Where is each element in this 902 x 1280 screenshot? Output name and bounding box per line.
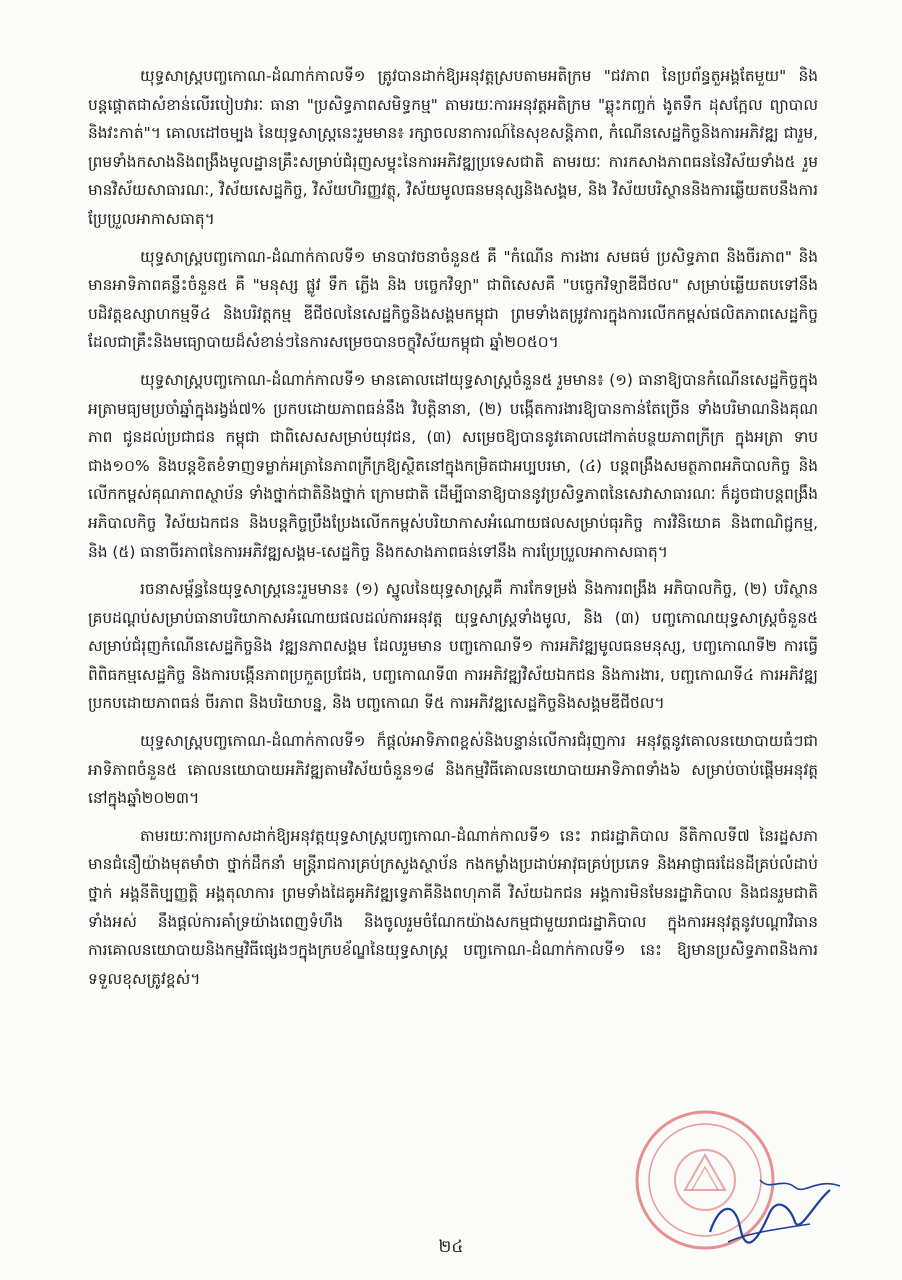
document-body — [88, 62, 818, 1002]
paragraph-2: យុទ្ធសាស្ត្របញ្ចកោណ-ដំណាក់កាលទី១ មានបាវចនាចំនួន៥ គឺ "កំណើន ការងារ សមធម៌ ប្រសិទ្ធភាព និងចីរភាព" និងមានអាទិភាពគន្លឹះចំនួន៥ គឺ "មនុស្ស ផ្លូវ ទឹក ភ្លើង និង បច្ចេកវិទ្យា" ជាពិសេសគឺ "បច្ចេកវិទ្យាឌីជីថល" សម្រាប់ឆ្លើយតបទៅនឹងបដិវត្តឧស្សាហកម្មទី៤ និងបរិវត្តកម្ម ឌីជីថលនៃសេដ្ឋកិច្ចនិងសង្គមកម្ពុជា ព្រមទាំងតម្រូវការក្នុងការលើកកម្ពស់ផលិតភាពសេដ្ឋកិច្ច ដែលជាគ្រឹះនិងមធ្យោបាយដ៏សំខាន់ៗនៃការសម្រេចបានចក្ខុវិស័យកម្ពុជា ឆ្នាំ២០៥០។ — [88, 247, 818, 352]
paragraph-4: រចនាសម្ព័ន្ធនៃយុទ្ធសាស្ត្រនេះរួមមាន៖ (១) ស្នូលនៃយុទ្ធសាស្ត្រគឺ ការកែទម្រង់ និងការពង្រឹង អភិបាលកិច្ច, (២) បរិស្ថានគ្របដណ្តប់សម្រាប់ធានាបរិយាកាសអំណោយផលដល់ការអនុវត្ត យុទ្ធសាស្ត្រទាំងមូល, និង (៣) បញ្ចកោណយុទ្ធសាស្ត្រចំនួន៥ សម្រាប់ជំរុញកំណើនសេដ្ឋកិច្ចនិង វឌ្ឍនភាពសង្គម ដែលរួមមាន បញ្ចកោណទី១ ការអភិវឌ្ឍមូលធនមនុស្ស, បញ្ចកោណទី២ ការធ្វើពិពិធកម្មសេដ្ឋកិច្ច និងការបង្កើនភាពប្រកួតប្រជែង, បញ្ចកោណទី៣ ការអភិវឌ្ឍវិស័យឯកជន និងការងារ, បញ្ចកោណទី៤ ការអភិវឌ្ឍប្រកបដោយភាពធន់ ចីរភាព និងបរិយាបន្ន, និង បញ្ចកោណ ទី៥ ការអភិវឌ្ឍសេដ្ឋកិច្ចនិងសង្គមឌីជីថល។ — [88, 580, 818, 713]
paragraph-1: យុទ្ធសាស្ត្របញ្ចកោណ-ដំណាក់កាលទី១ ត្រូវបានដាក់ឱ្យអនុវត្តស្របតាមអតិក្រម "ជវភាព នៃប្រព័ន្ធតួអង្គតែមួយ" និងបន្តផ្តោតជាសំខាន់លើរបៀបវារៈ ធានា "ប្រសិទ្ធភាពសមិទ្ធកម្ម" តាមរយៈការអនុវត្តអតិក្រម "ឆ្លុះកញ្ចក់ ងូតទឹក ដុសក្អែល ព្យាបាល និងវះកាត់"។ គោលដៅចម្បង នៃយុទ្ធសាស្ត្រនេះរួមមាន៖ រក្សាចលនាការណ៍នៃសុខសន្តិភាព, កំណើនសេដ្ឋកិច្ចនិងការអភិវឌ្ឍ ជារួម, ព្រមទាំងកសាងនិងពង្រឹងមូលដ្ឋានគ្រឹះសម្រាប់ជំរុញសម្ទុះនៃការអភិវឌ្ឍប្រទេសជាតិ តាមរយៈ ការកសាងភាពធននៃវិស័យទាំង៥ រួមមានវិស័យសាធារណៈ, វិស័យសេដ្ឋកិច្ច, វិស័យហិរញ្ញវត្ថុ, វិស័យមូលធនមនុស្សនិងសង្គម, និង វិស័យបរិស្ថាននិងការឆ្លើយតបនឹងការប្រែប្រួលអាកាសធាតុ។ — [88, 67, 818, 228]
page-number: ២៤ — [438, 1237, 464, 1257]
paragraph-6: តាមរយៈការប្រកាសដាក់ឱ្យអនុវត្តយុទ្ធសាស្ត្របញ្ចកោណ-ដំណាក់កាលទី១ នេះ រាជរដ្ឋាភិបាល នីតិកាលទី៧ នៃរដ្ឋសភា មានជំនឿយ៉ាងមុតមាំថា ថ្នាក់ដឹកនាំ មន្ត្រីរាជការគ្រប់ក្រសួងស្ថាប័ន កងកម្លាំងប្រដាប់អាវុធគ្រប់ប្រភេទ និងអាជ្ញាធរដែនដីគ្រប់លំដាប់ថ្នាក់ អង្គនីតិប្បញ្ញត្តិ អង្គតុលាការ ព្រមទាំងដៃគូអភិវឌ្ឍទ្វេភាគីនិងពហុភាគី វិស័យឯកជន អង្គការមិនមែនរដ្ឋាភិបាល និងជនរួមជាតិ ទាំងអស់ នឹងផ្តល់ការគាំទ្រយ៉ាងពេញទំហឹង និងចូលរួមចំណែកយ៉ាងសកម្មជាមួយរាជរដ្ឋាភិបាល ក្នុងការអនុវត្តនូវបណ្តាវិធានការគោលនយោបាយនិងកម្មវិធីផ្សេងៗក្នុងក្របខ័ណ្ឌនៃយុទ្ធសាស្ត្រ បញ្ចកោណ-ដំណាក់កាលទី១ នេះ ឱ្យមានប្រសិទ្ធភាពនិងការទទួលខុសត្រូវខ្ពស់។ — [88, 826, 818, 988]
paragraph-3: យុទ្ធសាស្ត្របញ្ចកោណ-ដំណាក់កាលទី១ មានគោលដៅយុទ្ធសាស្ត្រចំនួន៥ រួមមាន៖ (១) ធានាឱ្យបានកំណើនសេដ្ឋកិច្ចក្នុងអត្រាមធ្យមប្រចាំឆ្នាំក្នុងរង្វង់៧% ប្រកបដោយភាពធន់នឹង វិបត្តិនានា, (២) បង្កើតការងារឱ្យបានកាន់តែច្រើន ទាំងបរិមាណនិងគុណភាព ជូនដល់ប្រជាជន កម្ពុជា ជាពិសេសសម្រាប់យុវជន, (៣) សម្រេចឱ្យបាននូវគោលដៅកាត់បន្ថយភាពក្រីក្រ ក្នុងអត្រា ទាបជាង១០% និងបន្តខិតខំទាញទម្លាក់អត្រានៃភាពក្រីក្រឱ្យស្ថិតនៅក្នុងកម្រិតជាអប្បបរមា, (៤) បន្តពង្រឹងសមត្ថភាពអភិបាលកិច្ច និងលើកកម្ពស់គុណភាពស្ថាប័ន ទាំងថ្នាក់ជាតិនិងថ្នាក់ ក្រោមជាតិ ដើម្បីធានាឱ្យបាននូវប្រសិទ្ធភាពនៃសេវាសាធារណៈ ក៏ដូចជាបន្តពង្រឹងអភិបាលកិច្ច វិស័យឯកជន និងបន្តកិច្ចប្រឹងប្រែងលើកកម្ពស់បរិយាកាសអំណោយផលសម្រាប់ធុរកិច្ច ការវិនិយោគ និងពាណិជ្ជកម្ម, និង (៥) ធានាចីរភាពនៃការអភិវឌ្ឍសង្គម-សេដ្ឋកិច្ច និងកសាងភាពធន់ទៅនឹង ការប្រែប្រួលអាកាសធាតុ។ — [88, 370, 818, 561]
paragraph-5: យុទ្ធសាស្ត្របញ្ចកោណ-ដំណាក់កាលទី១ ក៏ផ្តល់អាទិភាពខ្ពស់និងបន្ទាន់លើការជំរុញការ អនុវត្តនូវគោលនយោបាយធំៗជាអាទិភាពចំនួន៥ គោលនយោបាយអភិវឌ្ឍតាមវិស័យចំនួន១៨ និងកម្មវិធីគោលនយោបាយអាទិភាពទាំង៦ សម្រាប់ចាប់ផ្តើមអនុវត្តនៅក្នុងឆ្នាំ២០២៣។ — [88, 732, 818, 808]
